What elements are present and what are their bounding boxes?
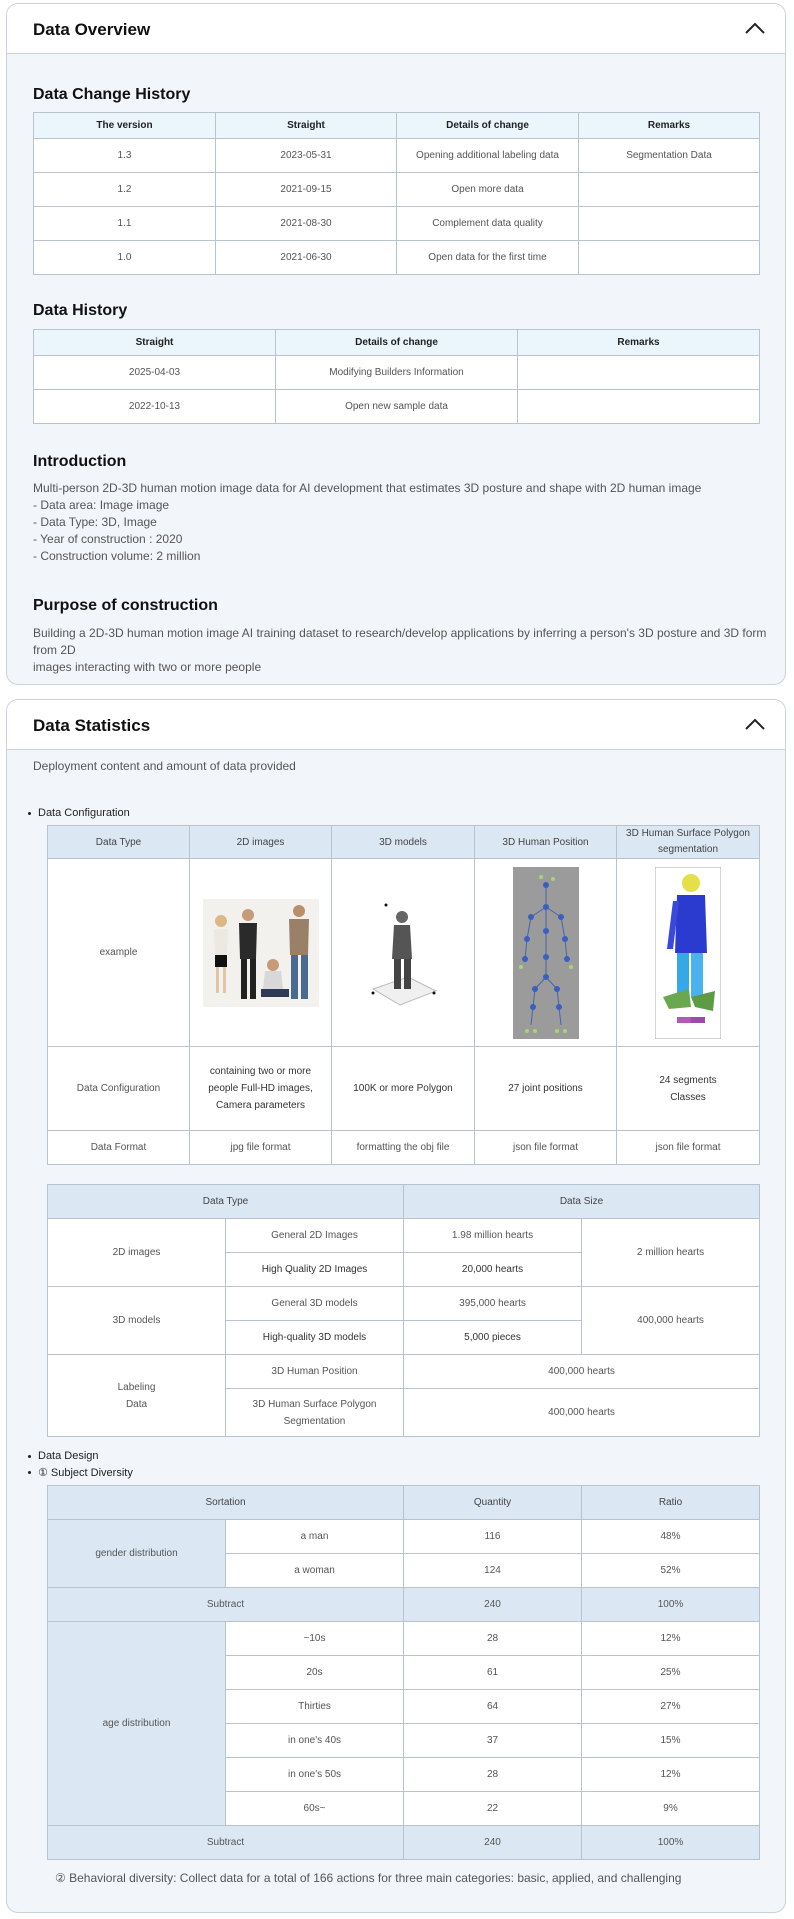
table-row (48, 1287, 760, 1321)
table-row (48, 1219, 760, 1253)
behavioral-diversity-text: ② Behavioral diversity: Collect data for a total of 166 actions for three main categories: basic, applied, and challenging (55, 1871, 682, 1885)
cell: 12% (582, 1758, 760, 1792)
cell: 1.0 (34, 241, 216, 275)
data-overview-panel (6, 3, 786, 685)
group-cell: Labeling Data (48, 1355, 226, 1437)
cell (579, 173, 760, 207)
data-configuration-table (47, 825, 760, 1165)
cell: 100% (582, 1826, 760, 1860)
cell: formatting the obj file (332, 1131, 475, 1165)
cell: 2022-10-13 (34, 390, 276, 424)
data-overview-header[interactable] (7, 4, 785, 54)
col-header: 3D Human Surface Polygon segmentation (617, 826, 760, 859)
cell: Opening additional labeling data (397, 139, 579, 173)
cell: 400,000 hearts (404, 1355, 760, 1389)
cell: 61 (404, 1656, 582, 1690)
cell: Open new sample data (276, 390, 518, 424)
col-header: 3D Human Position (475, 826, 617, 859)
cell: 27% (582, 1690, 760, 1724)
cell: json file format (617, 1131, 760, 1165)
cell: 2021-08-30 (216, 207, 397, 241)
col-header: Sortation (48, 1486, 404, 1520)
col-header: 2D images (190, 826, 332, 859)
cell: 12% (582, 1622, 760, 1656)
cell (518, 356, 760, 390)
example-3d-position (475, 859, 617, 1047)
example-2d-image (190, 859, 332, 1047)
cell: 28 (404, 1758, 582, 1792)
col-header: Data Type (48, 1185, 404, 1219)
cell: a woman (226, 1554, 404, 1588)
table-row (34, 173, 760, 207)
purpose-line: Building a 2D-3D human motion image AI training dataset to research/develop applications by inferring a person's 3D posture and 3D form from 2D (33, 626, 767, 657)
col-header: Straight (216, 113, 397, 139)
cell: ~10s (226, 1622, 404, 1656)
cell: 116 (404, 1520, 582, 1554)
table-row (48, 1131, 760, 1165)
group-cell: 3D models (48, 1287, 226, 1355)
cell: 20s (226, 1656, 404, 1690)
col-header: Straight (34, 330, 276, 356)
cell: Open more data (397, 173, 579, 207)
change-history-title: Data Change History (33, 86, 191, 103)
example-segmentation (617, 859, 760, 1047)
data-statistics-header[interactable] (7, 700, 785, 750)
cell: 37 (404, 1724, 582, 1758)
intro-line: - Construction volume: 2 million (33, 549, 201, 563)
cell: 5,000 pieces (404, 1321, 582, 1355)
introduction-text (33, 480, 701, 565)
cell: 60s~ (226, 1792, 404, 1826)
subject-diversity-title: ① Subject Diversity (38, 1467, 133, 1479)
cell: 240 (404, 1826, 582, 1860)
intro-line: Multi-person 2D-3D human motion image data for AI development that estimates 3D posture and shape with 2D human image (33, 481, 702, 495)
cell: Modifying Builders Information (276, 356, 518, 390)
cell: 20,000 hearts (404, 1253, 582, 1287)
segmentation-image (655, 867, 721, 1039)
cell: 2021-06-30 (216, 241, 397, 275)
cell: 1.3 (34, 139, 216, 173)
cell: 52% (582, 1554, 760, 1588)
cell: 400,000 hearts (404, 1389, 760, 1437)
cell: 100% (582, 1588, 760, 1622)
purpose-title: Purpose of construction (33, 597, 218, 614)
data-statistics-panel (6, 699, 786, 1913)
people-photo-image (203, 899, 319, 1007)
cell (579, 207, 760, 241)
cell: 64 (404, 1690, 582, 1724)
cell: Complement data quality (397, 207, 579, 241)
cell: General 2D Images (226, 1219, 404, 1253)
cell (579, 241, 760, 275)
cell (518, 390, 760, 424)
cell: 28 (404, 1622, 582, 1656)
cell: 3D Human Position (226, 1355, 404, 1389)
col-header: Remarks (579, 113, 760, 139)
cell: Subtract (48, 1826, 404, 1860)
table-row (48, 1622, 760, 1656)
cell: containing two or more people Full-HD images, Camera parameters (190, 1047, 332, 1131)
cell: 9% (582, 1792, 760, 1826)
col-header: Details of change (276, 330, 518, 356)
col-header: Ratio (582, 1486, 760, 1520)
total-cell: 2 million hearts (582, 1219, 760, 1287)
cell: 3D Human Surface Polygon Segmentation (226, 1389, 404, 1437)
total-cell: 400,000 hearts (582, 1287, 760, 1355)
cell: 1.2 (34, 173, 216, 207)
table-row (48, 859, 760, 1047)
table-row (48, 1355, 760, 1389)
col-header: Details of change (397, 113, 579, 139)
cell: 48% (582, 1520, 760, 1554)
3d-model-image (368, 897, 438, 1009)
cell: in one's 40s (226, 1724, 404, 1758)
example-3d-model (332, 859, 475, 1047)
col-header: Quantity (404, 1486, 582, 1520)
col-header: Data Type (48, 826, 190, 859)
data-size-table (47, 1184, 760, 1437)
example-label: example (48, 859, 190, 1047)
cell: in one's 50s (226, 1758, 404, 1792)
subtotal-row (48, 1588, 760, 1622)
cell: 15% (582, 1724, 760, 1758)
table-row (34, 207, 760, 241)
data-history-title: Data History (33, 302, 128, 319)
cell: 2021-09-15 (216, 173, 397, 207)
data-history-table (33, 329, 760, 424)
table-row (48, 1047, 760, 1131)
cell: json file format (475, 1131, 617, 1165)
cell: High-quality 3D models (226, 1321, 404, 1355)
cell: 395,000 hearts (404, 1287, 582, 1321)
cell: 22 (404, 1792, 582, 1826)
statistics-subtitle: Deployment content and amount of data provided (33, 759, 296, 773)
purpose-text (33, 625, 773, 676)
cell: 25% (582, 1656, 760, 1690)
cell: 24 segments Classes (617, 1047, 760, 1131)
col-header: Remarks (518, 330, 760, 356)
table-row (34, 139, 760, 173)
data-overview-title: Data Overview (33, 20, 151, 39)
subject-diversity-table (47, 1485, 760, 1860)
cell: 27 joint positions (475, 1047, 617, 1131)
intro-line: - Data area: Image image (33, 498, 170, 512)
cell: 1.98 million hearts (404, 1219, 582, 1253)
group-cell: 2D images (48, 1219, 226, 1287)
cell: 1.1 (34, 207, 216, 241)
cell: jpg file format (190, 1131, 332, 1165)
col-header: 3D models (332, 826, 475, 859)
gender-label: gender distribution (48, 1520, 226, 1588)
cell: Data Configuration (48, 1047, 190, 1131)
intro-line: - Year of construction : 2020 (33, 532, 183, 546)
cell: 100K or more Polygon (332, 1047, 475, 1131)
change-history-table (33, 112, 760, 275)
joint-position-image (513, 867, 579, 1039)
chevron-up-icon[interactable] (743, 714, 767, 736)
data-configuration-title: Data Configuration (38, 807, 130, 819)
introduction-title: Introduction (33, 453, 127, 470)
cell: Data Format (48, 1131, 190, 1165)
cell: General 3D models (226, 1287, 404, 1321)
cell: Segmentation Data (579, 139, 760, 173)
table-row (34, 390, 760, 424)
table-row (34, 241, 760, 275)
cell: 2025-04-03 (34, 356, 276, 390)
intro-line: - Data Type: 3D, Image (33, 515, 157, 529)
cell: 2023-05-31 (216, 139, 397, 173)
table-row (48, 1520, 760, 1554)
cell: 124 (404, 1554, 582, 1588)
age-label: age distribution (48, 1622, 226, 1826)
col-header: The version (34, 113, 216, 139)
subtotal-row (48, 1826, 760, 1860)
table-row (34, 356, 760, 390)
cell: a man (226, 1520, 404, 1554)
cell: Thirties (226, 1690, 404, 1724)
cell: Open data for the first time (397, 241, 579, 275)
col-header: Data Size (404, 1185, 760, 1219)
cell: 240 (404, 1588, 582, 1622)
cell: Subtract (48, 1588, 404, 1622)
data-design-title: Data Design (38, 1450, 99, 1462)
data-statistics-title: Data Statistics (33, 716, 151, 735)
chevron-up-icon[interactable] (743, 18, 767, 40)
purpose-line: images interacting with two or more people (33, 660, 262, 674)
cell: High Quality 2D Images (226, 1253, 404, 1287)
